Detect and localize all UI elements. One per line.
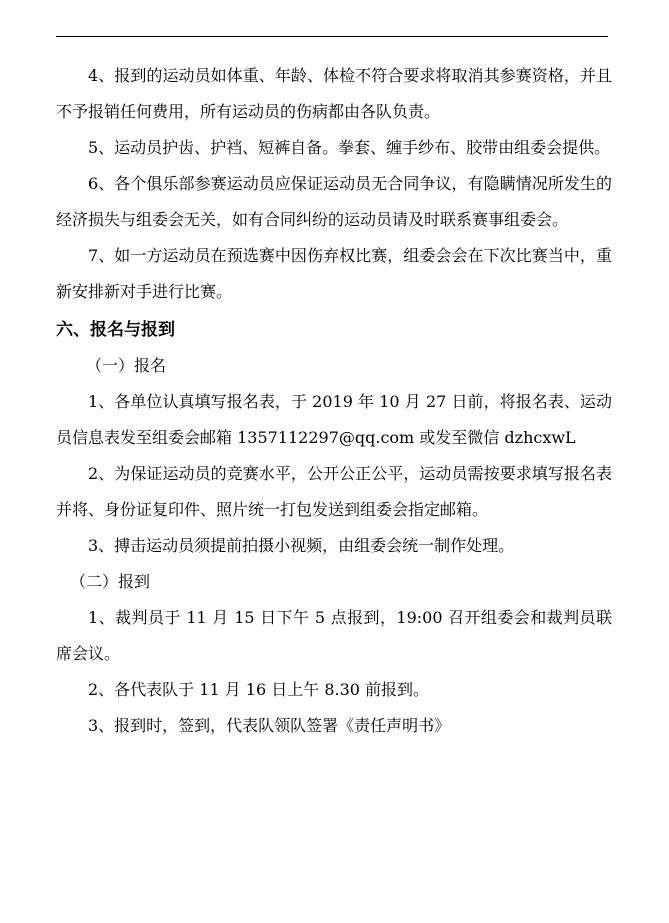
checkin-item-3: 3、报到时，签到，代表队领队签署《责任声明书》 [88,716,451,735]
paragraph-6: 6、各个俱乐部参赛运动员应保证运动员无合同争议，有隐瞒情况所发生的经济损失与组委会无关，如有合同纠纷的运动员请及时联系赛事组委会。 [56,174,612,229]
checkin-item-2: 2、各代表队于 11 月 16 日上午 8.30 前报到。 [88,680,430,699]
paragraph-5: 5、运动员护齿、护裆、短裤自备。拳套、缠手纱布、胶带由组委会提供。 [88,138,611,157]
document-body [56,58,612,744]
header-rule [56,36,608,37]
paragraph-7: 7、如一方运动员在预选赛中因伤弃权比赛，组委会会在下次比赛当中，重新安排新对手进行比赛。 [56,246,612,301]
paragraph-4: 4、报到的运动员如体重、年龄、体检不符合要求将取消其参赛资格，并且不予报销任何费用，所有运动员的伤病都由各队负责。 [56,66,612,121]
section-heading: 六、报名与报到 [56,320,175,340]
registration-item-3: 3、搏击运动员须提前拍摄小视频，由组委会统一制作处理。 [88,536,515,555]
subsection-registration-title: （一）报名 [86,356,167,375]
subsection-checkin-title: （二）报到 [70,572,151,591]
registration-item-2: 2、为保证运动员的竞赛水平，公开公正公平，运动员需按要求填写报名表并将、身份证复印件、照片统一打包发送到组委会指定邮箱。 [56,464,612,519]
checkin-item-1: 1、裁判员于 11 月 15 日下午 5 点报到，19:00 召开组委会和裁判员联席会议。 [56,608,612,663]
registration-item-1: 1、各单位认真填写报名表，于 2019 年 10 月 27 日前，将报名表、运动员信息表发至组委会邮箱 1357112297@qq.com 或发至微信 dzhcxwL [56,392,612,447]
